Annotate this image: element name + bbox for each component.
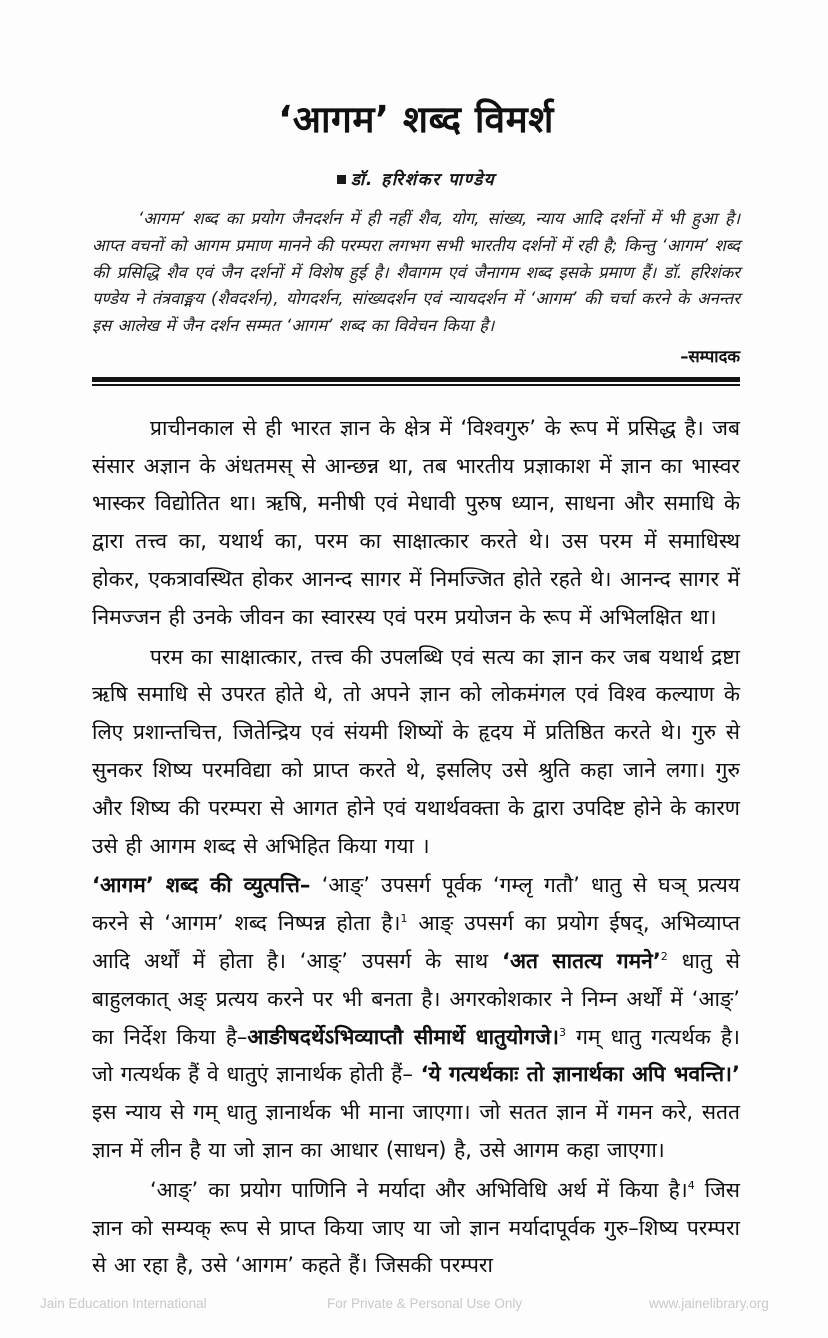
- footnote-marker-1: 1: [400, 912, 408, 926]
- footnote-marker-2: 2: [660, 949, 668, 963]
- section-divider: [92, 377, 740, 386]
- etymology-heading: ‘आगम’ शब्द की व्युत्पत्ति–: [92, 873, 311, 898]
- divider-thin-line: [92, 384, 740, 386]
- author-name: डॉ. हरिशंकर पाण्डेय: [350, 170, 496, 191]
- page-title: ‘आगम’ शब्द विमर्श: [278, 98, 554, 141]
- footnote-marker-4: 4: [687, 1178, 695, 1192]
- editor-credit: –सम्पादक: [680, 346, 740, 366]
- footnote-marker-3: 3: [558, 1025, 566, 1039]
- paragraph-3: [92, 867, 740, 1169]
- paragraph-2-text: परम का साक्षात्कार, तत्त्व की उपलब्धि एवं सत्य का ज्ञान कर जब यथार्थ द्रष्टा ऋषि समाधि से उपरत होते थे, तो अपने ज्ञान को लोकमंगल एवं विश्व कल्याण के लिए प्रशान्तचित्त, जितेन्द्रिय एवं संयमी शिष्यों के हृदय में प्रतिष्ठित करते थे। गुरु से सुनकर शिष्य परमविद्या को प्राप्त करते थे, इसलिए उसे श्रुति कहा जाने लगा। गुरु और शिष्य की परम्परा से आगत होने एवं यथार्थवक्ता के द्वारा उपदिष्ट होने के कारण उसे ही आगम शब्द से अभिहित किया गया ।: [92, 644, 740, 858]
- paragraph-1: [92, 410, 740, 637]
- body-text-block: [92, 410, 740, 1285]
- footer-organization: Jain Education International: [40, 1296, 207, 1311]
- paragraph-3-text-e: इस न्याय से गम् धातु ज्ञानार्थक भी माना जाएगा। जो सतत ज्ञान में गमन करे, सतत ज्ञान में लीन है या जो ज्ञान का आधार (साधन) है, उसे आगम कहा जाएगा।: [92, 1100, 740, 1162]
- paragraph-3-text-a: ‘आङ्’ उपसर्ग पूर्वक ‘गम्लृ गतौ’ धातु से घञ् प्रत्यय करने से ‘आगम’ शब्द निष्पन्न होता है।: [92, 873, 740, 936]
- square-bullet-icon: [337, 175, 346, 184]
- paragraph-1-text: प्राचीनकाल से ही भारत ज्ञान के क्षेत्र में ‘विश्वगुरु’ के रूप में प्रसिद्ध है। जब संसार अज्ञान के अंधतमस् से आन्छन्न था, तब भारतीय प्रज्ञाकाश में ज्ञान का भास्वर भास्कर विद्योतित था। ऋषि, मनीषी एवं मेधावी पुरुष ध्यान, साधना और समाधि के द्वारा तत्त्व का, यथार्थ का, परम का साक्षात्कार करते थे। उस परम में समाधिस्थ होकर, एकत्रावस्थित होकर आनन्द सागर में निमज्जित होते रहते थे। आनन्द सागर में निमज्जन ही उनके जीवन का स्वारस्य एवं परम प्रयोजन के रूप में अभिलक्षित था।: [92, 415, 740, 629]
- paragraph-4: [92, 1172, 740, 1285]
- paragraph-3-text-c: धातु से बाहुलकात् अङ् प्रत्यय करने पर भी बनता है। अगरकोशकार ने निम्न अर्थों में ‘आङ्’ का निर्देश किया है–: [92, 948, 740, 1049]
- sanskrit-quote-3: ‘ये गत्यर्थकाः तो ज्ञानार्थका अपि भवन्ति।’: [420, 1062, 740, 1087]
- abstract-text: ‘आगम’ शब्द का प्रयोग जैनदर्शन में ही नहीं शैव, योग, सांख्य, न्याय आदि दर्शनों में भी हुआ है। आप्त वचनों को आगम प्रमाण मानने की परम्परा लगभग सभी भारतीय दर्शनों में रही है; किन्तु ‘आगम’ शब्द की प्रसिद्धि शैव एवं जैन दर्शनों में विशेष हुई है। शैवागम एवं जैनागम शब्द इसके प्रमाण हैं। डॉ. हरिशंकर पण्डेय ने तंत्रवाङ्मय (शैवदर्शन), योगदर्शन, सांख्यदर्शन एवं न्यायदर्शन में ‘आगम’ की चर्चा करने के अनन्तर इस आलेख में जैन दर्शन सम्मत ‘आगम’ शब्द का विवेचन किया है।: [92, 209, 740, 336]
- paragraph-3-text-d: गम् धातु गत्यर्थक है। जो गत्यर्थक हैं वे धातुएं ज्ञानार्थक होती हैं–: [92, 1024, 740, 1087]
- page-content-column: [92, 0, 740, 1285]
- sanskrit-quote-1: ‘अत सातत्य गमने’: [501, 948, 661, 973]
- footer-usage-notice: For Private & Personal Use Only: [327, 1296, 523, 1311]
- paragraph-3-text-b: आङ् उपसर्ग का प्रयोग ईषद्, अभिव्याप्त आदि अर्थों में होता है। ‘आङ्’ उपसर्ग के साथ: [92, 911, 740, 973]
- abstract-block: [92, 206, 740, 340]
- author-byline: [92, 167, 740, 190]
- footer-website-url[interactable]: www.jainelibrary.org: [649, 1296, 769, 1311]
- paragraph-2: [92, 639, 740, 866]
- sanskrit-quote-2: आङीषदर्थेऽभिव्याप्तौ सीमार्थे धातुयोगजे।: [247, 1024, 559, 1049]
- paragraph-4-text-b: जिस ज्ञान को सम्यक् रूप से प्राप्त किया जाए या जो ज्ञान मर्यादापूर्वक गुरु–शिष्य परम्परा से आ रहा है, उसे ‘आगम’ कहते हैं। जिसकी परम्परा: [92, 1177, 740, 1278]
- paragraph-4-text-a: ‘आङ्’ का प्रयोग पाणिनि ने मर्यादा और अभिविधि अर्थ में किया है।: [150, 1177, 688, 1202]
